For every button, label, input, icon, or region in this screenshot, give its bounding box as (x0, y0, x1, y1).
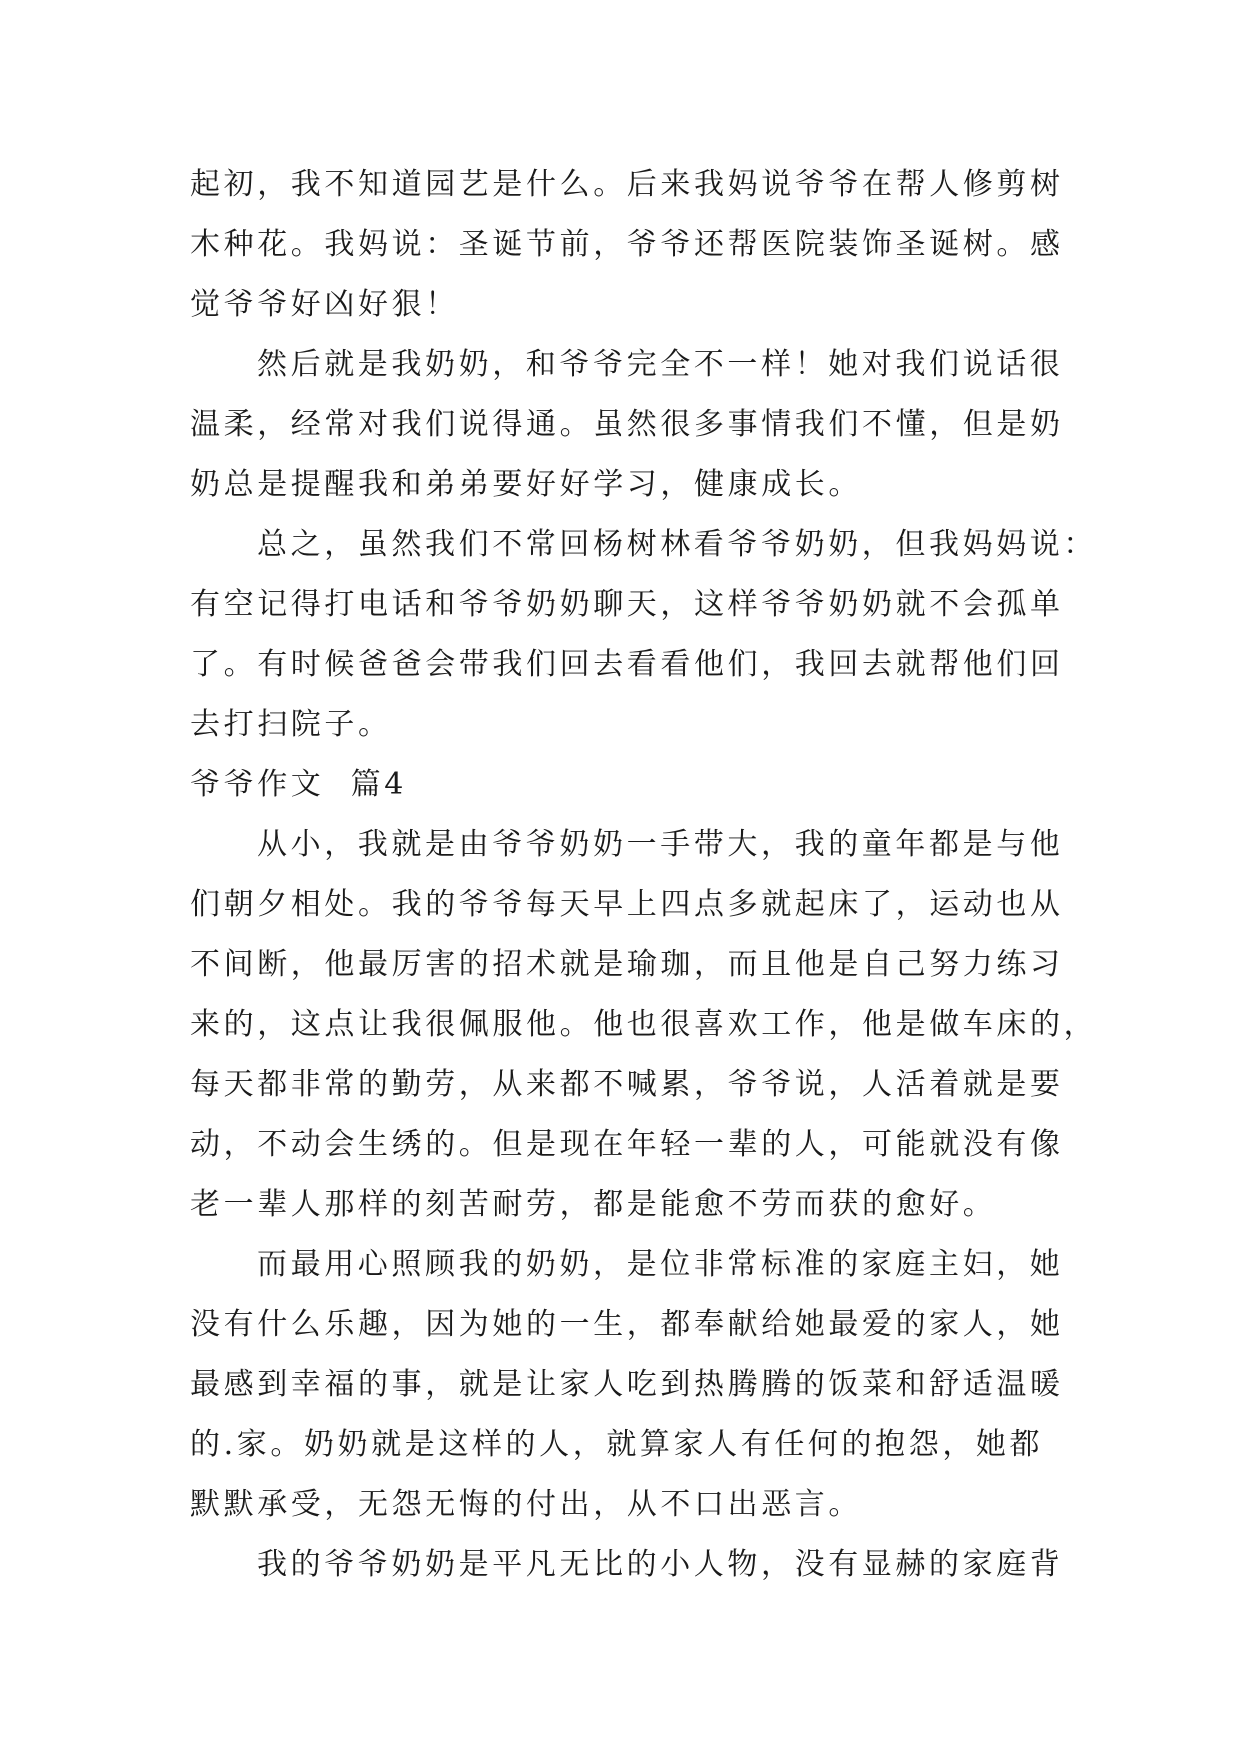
paragraph-ordinary-people (190, 1535, 1064, 1595)
text-line: 觉爷爷好凶好狠！ (190, 287, 459, 322)
paragraph-grandpa-childhood (190, 815, 1098, 1235)
text-line: 老一辈人那样的刻苦耐劳，都是能愈不劳而获的愈好。 (190, 1187, 997, 1222)
text-line: 木种花。我妈说：圣诞节前，爷爷还帮医院装饰圣诞树。感 (190, 227, 1064, 262)
text-line: 的.家。奶奶就是这样的人，就算家人有任何的抱怨，她都 (190, 1427, 1044, 1462)
text-line: 我的爷爷奶奶是平凡无比的小人物，没有显赫的家庭背 (257, 1547, 1064, 1582)
text-line: 有空记得打电话和爷爷奶奶聊天，这样爷爷奶奶就不会孤单 (190, 587, 1064, 622)
text-line: 没有什么乐趣，因为她的一生，都奉献给她最爱的家人，她 (190, 1307, 1064, 1342)
text-line: 每天都非常的勤劳，从来都不喊累，爷爷说，人活着就是要 (190, 1067, 1064, 1102)
text-line: 最感到幸福的事，就是让家人吃到热腾腾的饭菜和舒适温暖 (190, 1367, 1064, 1402)
text-line: 起初，我不知道园艺是什么。后来我妈说爷爷在帮人修剪树 (190, 167, 1064, 202)
text-line: 奶总是提醒我和弟弟要好好学习，健康成长。 (190, 467, 862, 502)
text-line: 默默承受，无怨无悔的付出，从不口出恶言。 (190, 1487, 862, 1522)
text-line: 然后就是我奶奶，和爷爷完全不一样！她对我们说话很 (257, 347, 1064, 382)
document-body (190, 155, 1098, 1595)
text-line: 动，不动会生绣的。但是现在年轻一辈的人，可能就没有像 (190, 1127, 1064, 1162)
text-line: 从小，我就是由爷爷奶奶一手带大，我的童年都是与他 (257, 827, 1064, 862)
text-line: 去打扫院子。 (190, 707, 392, 742)
text-line: 们朝夕相处。我的爷爷每天早上四点多就起床了，运动也从 (190, 887, 1064, 922)
text-line: 来的，这点让我很佩服他。他也很喜欢工作，他是做车床的， (190, 1007, 1098, 1042)
paragraph-grandma-care (190, 1235, 1064, 1535)
text-line: 而最用心照顾我的奶奶，是位非常标准的家庭主妇，她 (257, 1247, 1064, 1282)
text-line: 了。有时候爸爸会带我们回去看看他们，我回去就帮他们回 (190, 647, 1064, 682)
text-line: 不间断，他最厉害的招术就是瑜珈，而且他是自己努力练习 (190, 947, 1064, 982)
text-line: 总之，虽然我们不常回杨树林看爷爷奶奶，但我妈妈说： (257, 527, 1097, 562)
paragraph-summary (190, 515, 1097, 755)
paragraph-grandma-gentle (190, 335, 1064, 515)
paragraph-gardening (190, 155, 1064, 335)
text-line: 温柔，经常对我们说得通。虽然很多事情我们不懂，但是奶 (190, 407, 1064, 442)
section-heading: 爷爷作文 篇4 (190, 767, 407, 802)
